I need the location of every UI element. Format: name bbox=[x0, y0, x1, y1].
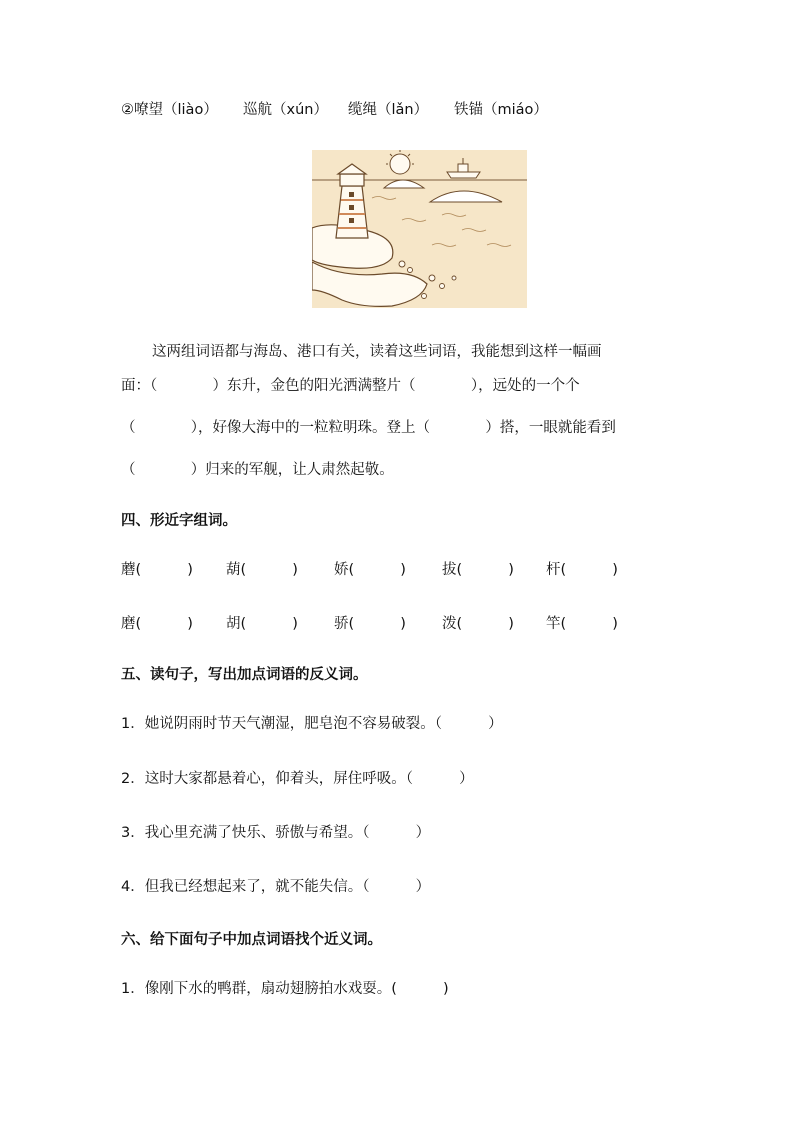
question-item: 4．但我已经想起来了，就不能失信。（ ） bbox=[121, 879, 431, 895]
section-title: 五、读句子，写出加点词语的反义词。 bbox=[121, 667, 368, 683]
question-item: 3．我心里充满了快乐、骄傲与希望。（ ） bbox=[121, 825, 431, 841]
char-fill-item: 竿( ) bbox=[546, 616, 618, 632]
char-fill-item: 蘑( ) bbox=[121, 562, 193, 578]
lighthouse-illustration bbox=[312, 150, 527, 308]
section-title: 四、形近字组词。 bbox=[121, 513, 237, 529]
question-item: 1．像刚下水的鸭群，扇动翅膀拍水戏耍。( ) bbox=[121, 981, 449, 997]
section-title: 六、给下面句子中加点词语找个近义词。 bbox=[121, 932, 382, 948]
char-fill-item: 葫( ) bbox=[226, 562, 298, 578]
question-item: 2．这时大家都悬着心，仰着头，屏住呼吸。（ ） bbox=[121, 771, 474, 787]
char-fill-item: 磨( ) bbox=[121, 616, 193, 632]
passage-line: 这两组词语都与海岛、港口有关，读着这些词语，我能想到这样一幅画 bbox=[152, 344, 602, 360]
passage-line: 面：（ ）东升，金色的阳光洒满整片（ ），远处的一个个 bbox=[121, 378, 580, 394]
vocab-word: 巡航（xún） bbox=[243, 102, 328, 118]
vocab-word: 铁锚（miáo） bbox=[454, 102, 548, 118]
char-fill-item: 泼( ) bbox=[442, 616, 514, 632]
vocab-word: ②嘹望（liào） bbox=[121, 102, 218, 118]
vocab-word: 缆绳（lǎn） bbox=[348, 102, 429, 118]
char-fill-item: 娇( ) bbox=[334, 562, 406, 578]
passage-line: （ ），好像大海中的一粒粒明珠。登上（ ）搭，一眼就能看到 bbox=[121, 420, 616, 436]
char-fill-item: 胡( ) bbox=[226, 616, 298, 632]
question-item: 1．她说阴雨时节天气潮湿，肥皂泡不容易破裂。（ ） bbox=[121, 716, 503, 732]
char-fill-item: 骄( ) bbox=[334, 616, 406, 632]
char-fill-item: 拔( ) bbox=[442, 562, 514, 578]
passage-line: （ ）归来的军舰，让人肃然起敬。 bbox=[121, 462, 394, 478]
char-fill-item: 杆( ) bbox=[546, 562, 618, 578]
